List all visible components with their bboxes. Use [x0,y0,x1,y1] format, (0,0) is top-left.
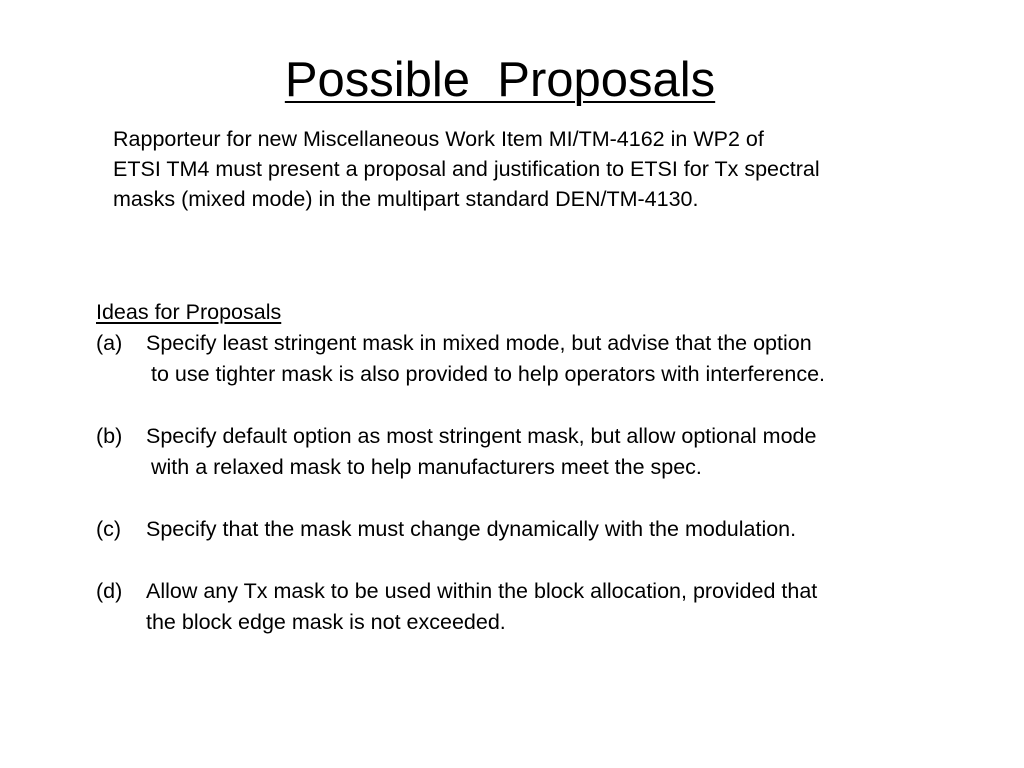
proposal-continuation: with a relaxed mask to help manufacturers meet the spec. [151,455,702,479]
proposal-item-a [96,328,996,390]
proposal-marker: (c) [96,517,122,541]
proposal-text: Specify default option as most stringent mask, but allow optional mode [146,424,817,448]
proposal-text: Specify that the mask must change dynamically with the modulation. [146,517,797,541]
ideas-section [96,297,996,669]
proposal-item-c [96,514,996,545]
proposal-continuation: the block edge mask is not exceeded. [146,610,506,634]
intro-line: Rapporteur for new Miscellaneous Work Item MI/TM-4162 in WP2 of [113,127,764,151]
proposal-marker: (b) [96,424,123,448]
intro-line: ETSI TM4 must present a proposal and justification to ETSI for Tx spectral [113,157,820,181]
proposal-first-line [96,421,996,452]
proposal-first-line [96,328,996,359]
proposal-marker: (a) [96,331,123,355]
slide-title: Possible Proposals [284,53,716,107]
proposal-item-b [96,421,996,483]
intro-line: masks (mixed mode) in the multipart standard DEN/TM-4130. [113,187,699,211]
proposal-first-line [96,514,996,545]
proposal-first-line [96,576,996,607]
proposal-text: Specify least stringent mask in mixed mode, but advise that the option [146,331,812,355]
intro-paragraph [113,124,973,214]
ideas-heading: Ideas for Proposals [96,300,282,324]
proposal-item-d [96,576,996,638]
proposal-marker: (d) [96,579,123,603]
proposal-continuation: to use tighter mask is also provided to help operators with interference. [151,362,826,386]
proposal-text: Allow any Tx mask to be used within the block allocation, provided that [146,579,818,603]
